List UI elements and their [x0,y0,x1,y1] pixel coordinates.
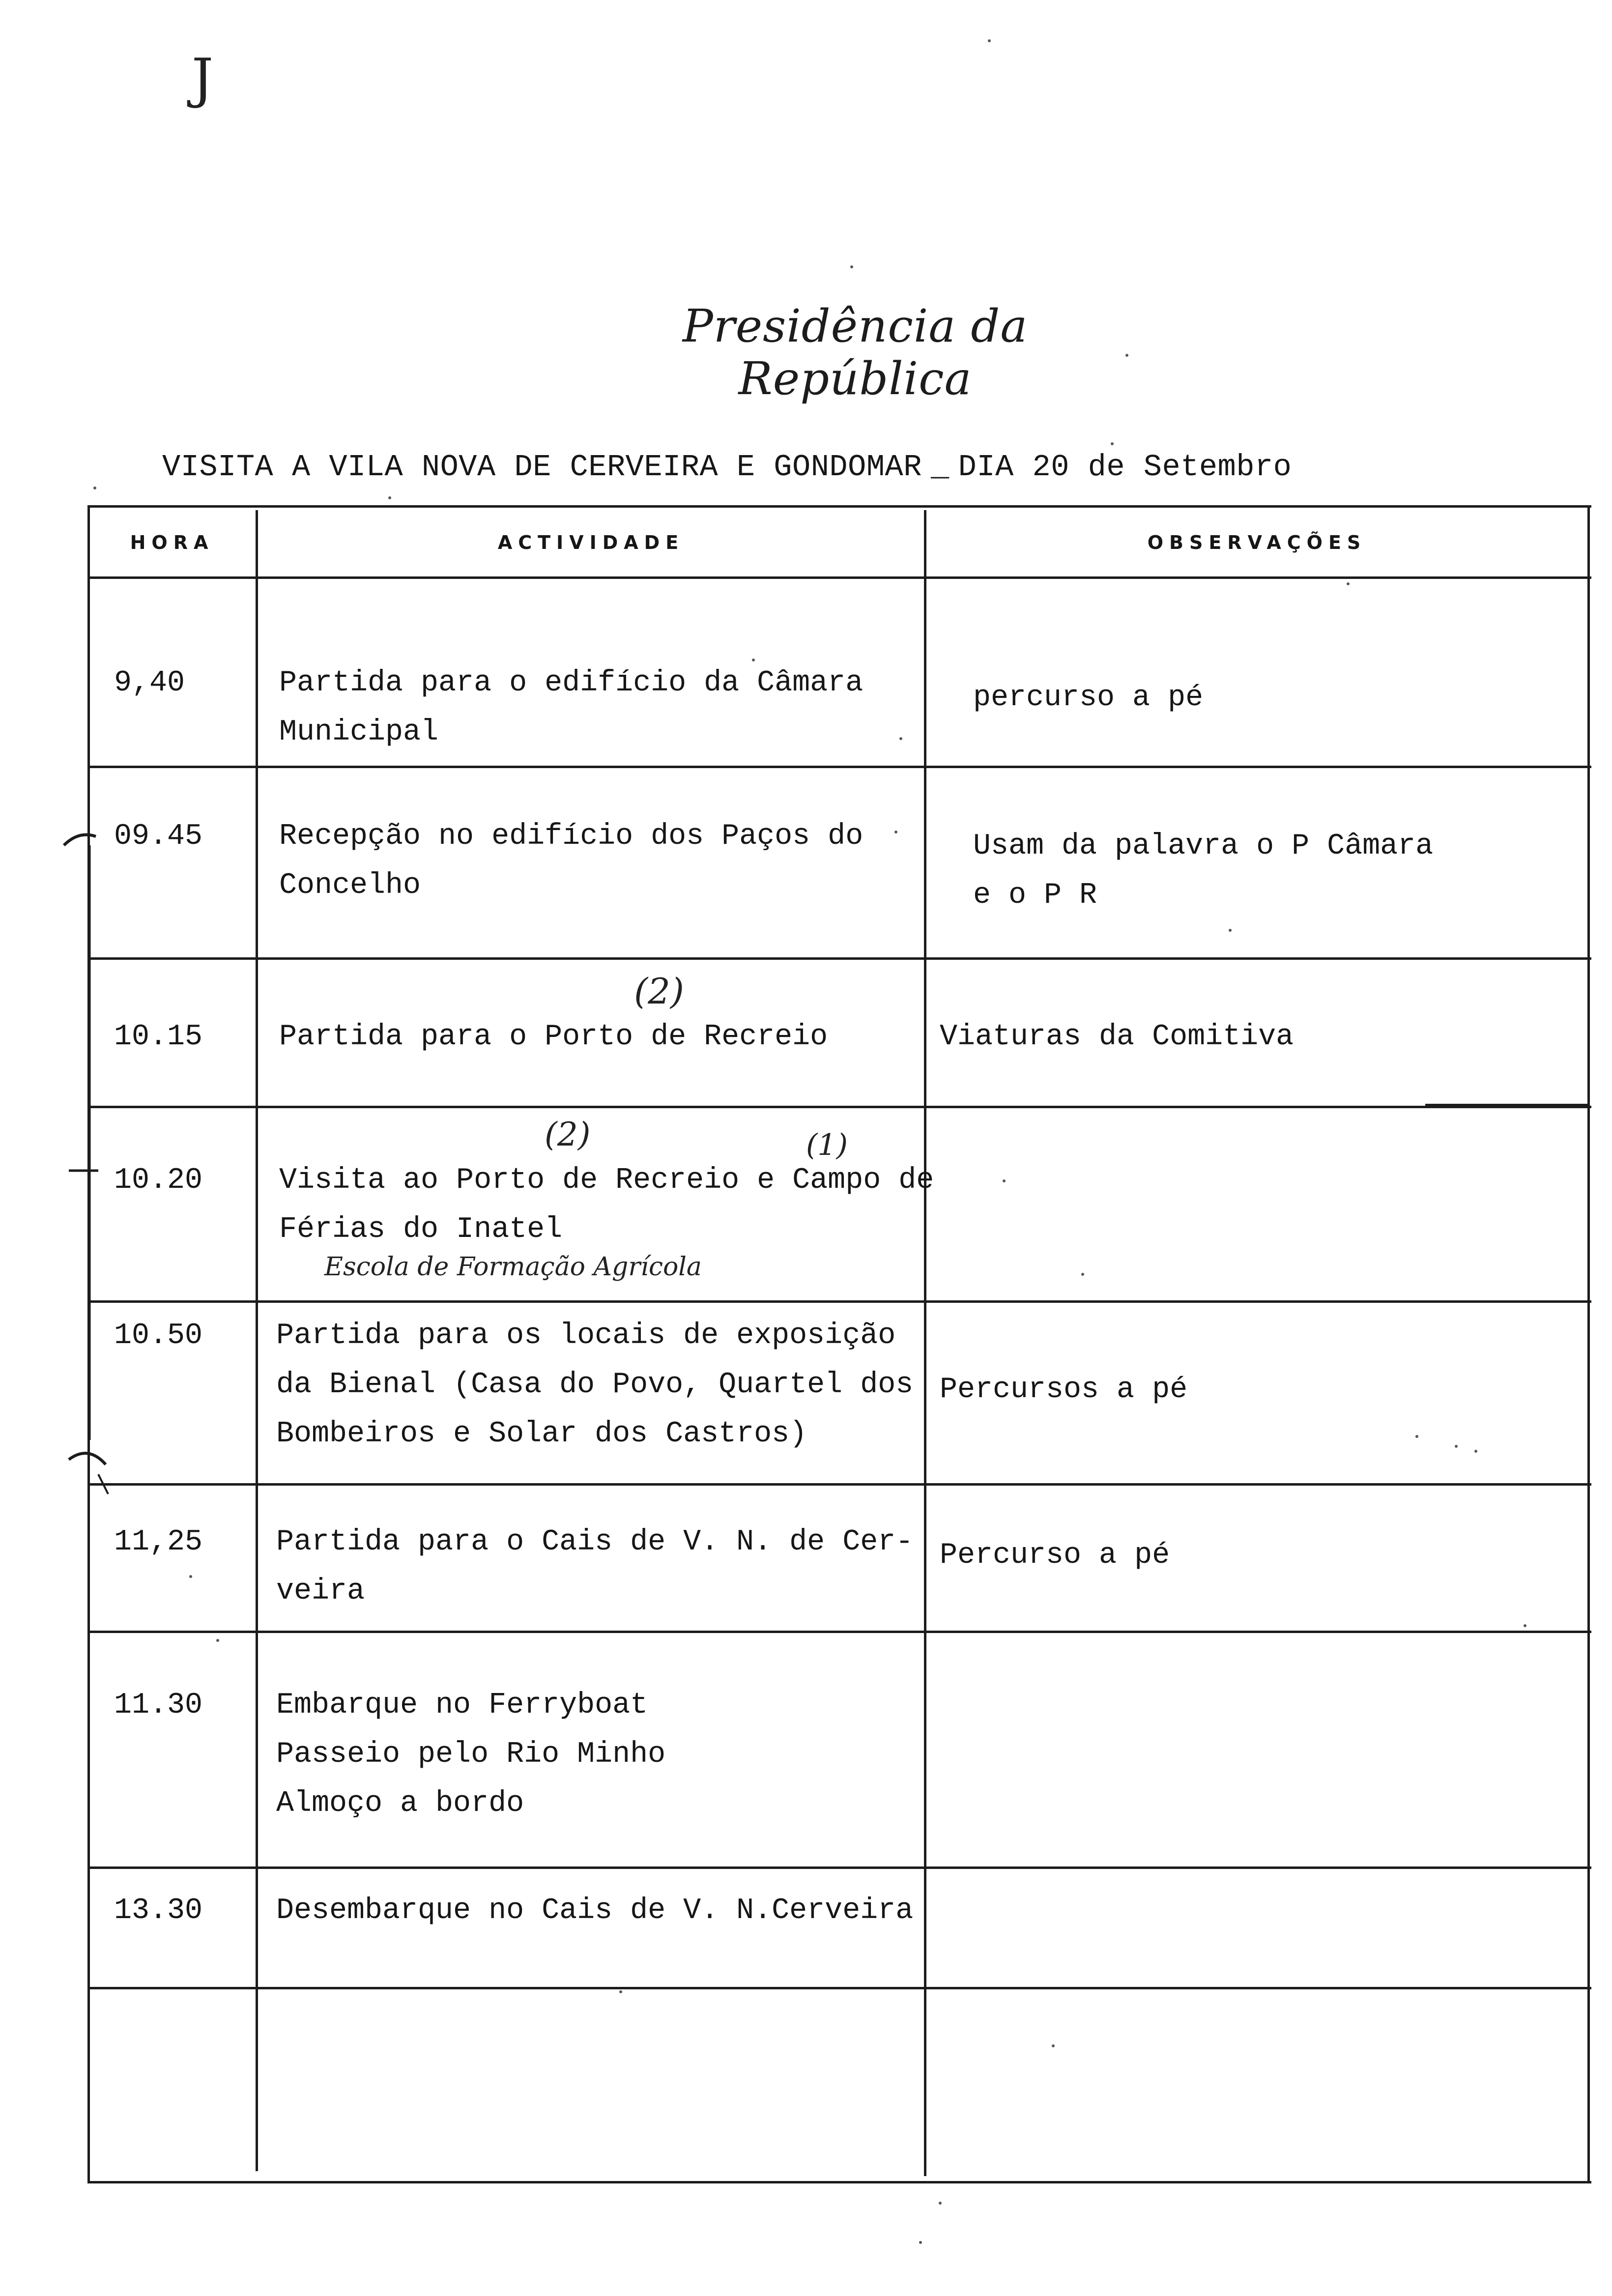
row-5-actividade-line-3: Bombeiros e Solar dos Castros) [276,1417,807,1451]
row-3-actividade [279,1012,828,1062]
row-6-actividade [276,1518,913,1616]
row-1-hora: 9,40 [114,666,185,700]
handwritten-note-10-15: (2) [634,971,684,1012]
speck [619,1990,622,1993]
row-1-actividade-line-2: Municipal [279,716,439,749]
document-title [162,450,1292,485]
row-4-actividade-line-1: Visita ao Porto de Recreio e Campo de [279,1164,934,1197]
row-2-actividade-line-1: Recepção no edifício dos Paços do [279,820,864,853]
row-3-observacoes-line-1: Viaturas da Comitiva [940,1020,1294,1054]
header-observacoes: OBSERVAÇÕES [1147,532,1367,553]
row-4-actividade [279,1156,934,1254]
speck [1455,1445,1458,1448]
row-8-hora: 13.30 [114,1894,203,1927]
table-rule-row-4 [87,1300,1591,1303]
row-6-observacoes [940,1531,1170,1580]
speck [939,2202,942,2205]
title-date: DIA 20 de Setembro [958,450,1292,485]
row-5-observacoes-line-1: Percursos a pé [940,1373,1188,1406]
speck [1052,2044,1055,2047]
speck [919,2241,922,2244]
row-3-actividade-line-1: Partida para o Porto de Recreio [279,1020,828,1054]
speck [988,39,991,42]
table-rule-row-2 [87,957,1591,960]
row-5-hora: 10.50 [114,1319,203,1352]
row-8-actividade [276,1886,913,1935]
speck [1347,582,1350,585]
speck [189,1575,192,1578]
title-separator: _ [930,450,950,485]
title-visit: VISITA A VILA NOVA DE CERVEIRA E GONDOMAR [162,450,922,485]
row-7-hora: 11.30 [114,1689,203,1722]
speck [1229,929,1232,932]
row-5-actividade-line-1: Partida para os locais de exposição [276,1319,896,1352]
row-2-observacoes [973,822,1433,920]
row-4-actividade-line-2: Férias do Inatel [279,1213,563,1246]
header-actividade: ACTIVIDADE [497,532,685,553]
row-7-actividade-line-1: Embarque no Ferryboat [276,1689,648,1722]
speck [752,659,755,661]
table-rule-top [87,505,1591,508]
row-1-actividade [279,659,863,757]
row-8-actividade-line-1: Desembarque no Cais de V. N.Cerveira [276,1894,914,1927]
table-rule-header [87,576,1591,579]
speck [850,265,853,268]
speck [388,496,391,499]
row-5-actividade-line-2: da Bienal (Casa do Povo, Quartel dos [276,1368,914,1402]
speck [93,487,96,489]
speck [1415,1435,1418,1438]
row-5-observacoes [940,1365,1187,1414]
row-5-actividade [276,1311,913,1459]
row-2-hora: 09.45 [114,820,203,853]
row-1-observacoes [973,673,1203,722]
table-rule-right [1587,505,1590,2183]
row-7-actividade-line-2: Passeio pelo Rio Minho [276,1738,666,1771]
row-7-actividade [276,1681,665,1828]
table-rule-row-8 [87,1987,1591,1989]
table-rule-row-7 [87,1866,1591,1869]
table-rule-col-1 [256,510,258,2171]
row-6-hora: 11,25 [114,1525,203,1559]
row-3-hora: 10.15 [114,1020,203,1054]
row-6-actividade-line-2: veira [276,1575,365,1608]
stray-rule-mark [1425,1104,1587,1106]
row-2-observacoes-line-1: Usam da palavra o P Câmara [973,830,1434,863]
row-7-actividade-line-3: Almoço a bordo [276,1787,524,1820]
row-6-actividade-line-1: Partida para o Cais de V. N. de Cer- [276,1525,914,1559]
speck [894,831,897,833]
table-rule-row-6 [87,1631,1591,1633]
row-2-actividade [279,812,863,910]
table-rule-row-3 [87,1106,1591,1108]
row-1-actividade-line-1: Partida para o edifício da Câmara [279,666,864,700]
speck [899,737,902,740]
letterhead: Presidência da República [682,300,1028,405]
speck [216,1639,219,1642]
row-3-observacoes [940,1012,1294,1062]
table-rule-row-1 [87,766,1591,768]
row-2-actividade-line-2: Concelho [279,869,421,902]
handwritten-note-10-20-a: (2) [545,1116,591,1153]
speck [1125,354,1128,357]
speck [1111,442,1114,445]
row-4-hora: 10.20 [114,1164,203,1197]
handwritten-note-escola: Escola de Formação Agrícola [324,1252,702,1282]
corner-mark: J [192,47,214,110]
row-2-observacoes-line-2: e o P R [973,879,1097,912]
header-hora: HORA [130,532,214,553]
row-1-observacoes-line-1: percurso a pé [973,681,1204,715]
speck [1081,1273,1084,1276]
table-rule-bottom [87,2181,1591,2183]
speck [1474,1450,1477,1453]
handwritten-note-10-20-b: (1) [806,1128,848,1162]
speck [1003,1179,1006,1182]
table-rule-row-5 [87,1483,1591,1486]
row-6-observacoes-line-1: Percurso a pé [940,1539,1170,1572]
speck [1524,1624,1526,1627]
margin-bracket-mark [49,806,118,1523]
table-rule-col-2 [924,510,926,2176]
